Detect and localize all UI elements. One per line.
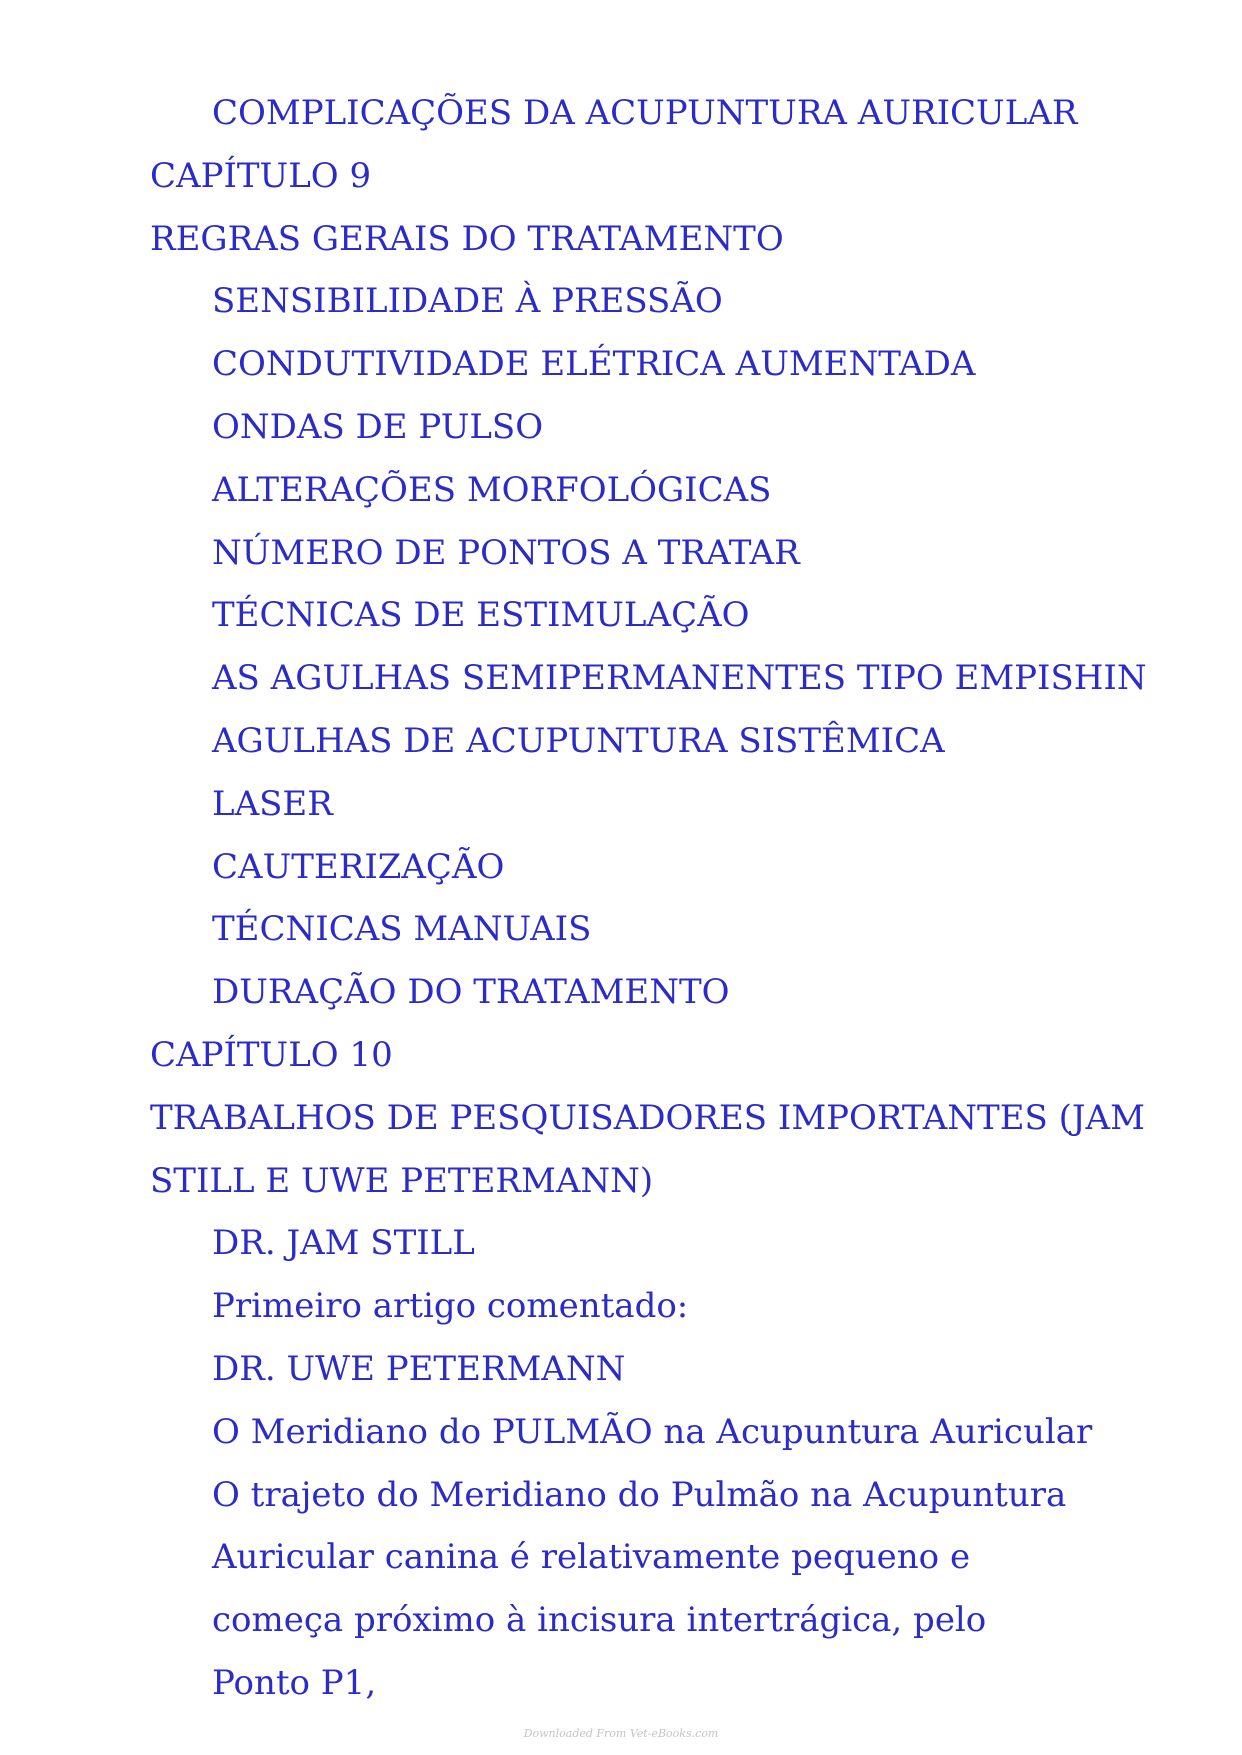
toc-link[interactable]: DR. UWE PETERMANN xyxy=(212,1348,626,1389)
toc-link[interactable]: DURAÇÃO DO TRATAMENTO xyxy=(212,972,730,1013)
toc-link[interactable]: O trajeto do Meridiano do Pulmão na Acupuntura Auricular canina é relativamente pequeno e começa próximo à incisura intertrágica, pelo Ponto P1, xyxy=(212,1474,1067,1703)
toc-link[interactable]: REGRAS GERAIS DO TRATAMENTO xyxy=(150,218,784,259)
toc-link[interactable]: CAUTERIZAÇÃO xyxy=(212,846,505,887)
toc-link[interactable]: CAPÍTULO 9 xyxy=(150,155,372,196)
toc-link[interactable]: NÚMERO DE PONTOS A TRATAR xyxy=(212,532,800,573)
toc-link[interactable]: TÉCNICAS DE ESTIMULAÇÃO xyxy=(212,595,750,636)
toc-link[interactable]: O Meridiano do PULMÃO na Acupuntura Auricular xyxy=(212,1411,1093,1452)
toc-link[interactable]: COMPLICAÇÕES DA ACUPUNTURA AURICULAR xyxy=(212,93,1078,133)
table-of-contents xyxy=(0,82,1242,1715)
toc-link[interactable]: AS AGULHAS SEMIPERMANENTES TIPO EMPISHIN xyxy=(212,658,1147,699)
toc-link[interactable]: SENSIBILIDADE À PRESSÃO xyxy=(212,281,723,322)
toc-link[interactable]: ONDAS DE PULSO xyxy=(212,406,544,447)
toc-link[interactable]: DR. JAM STILL xyxy=(212,1223,475,1264)
toc-link[interactable]: CAPÍTULO 10 xyxy=(150,1034,393,1075)
toc-link[interactable]: TÉCNICAS MANUAIS xyxy=(212,909,592,950)
toc-link[interactable]: LASER xyxy=(212,783,333,824)
toc-link[interactable]: ALTERAÇÕES MORFOLÓGICAS xyxy=(212,469,772,510)
toc-link[interactable]: AGULHAS DE ACUPUNTURA SISTÊMICA xyxy=(212,720,945,761)
toc-link[interactable]: Primeiro artigo comentado: xyxy=(212,1286,689,1327)
watermark-footer: Downloaded From Vet-eBooks.com xyxy=(523,1727,719,1740)
toc-link[interactable]: CONDUTIVIDADE ELÉTRICA AUMENTADA xyxy=(212,344,976,385)
toc-link[interactable]: TRABALHOS DE PESQUISADORES IMPORTANTES (JAM STILL E UWE PETERMANN) xyxy=(150,1097,1145,1201)
